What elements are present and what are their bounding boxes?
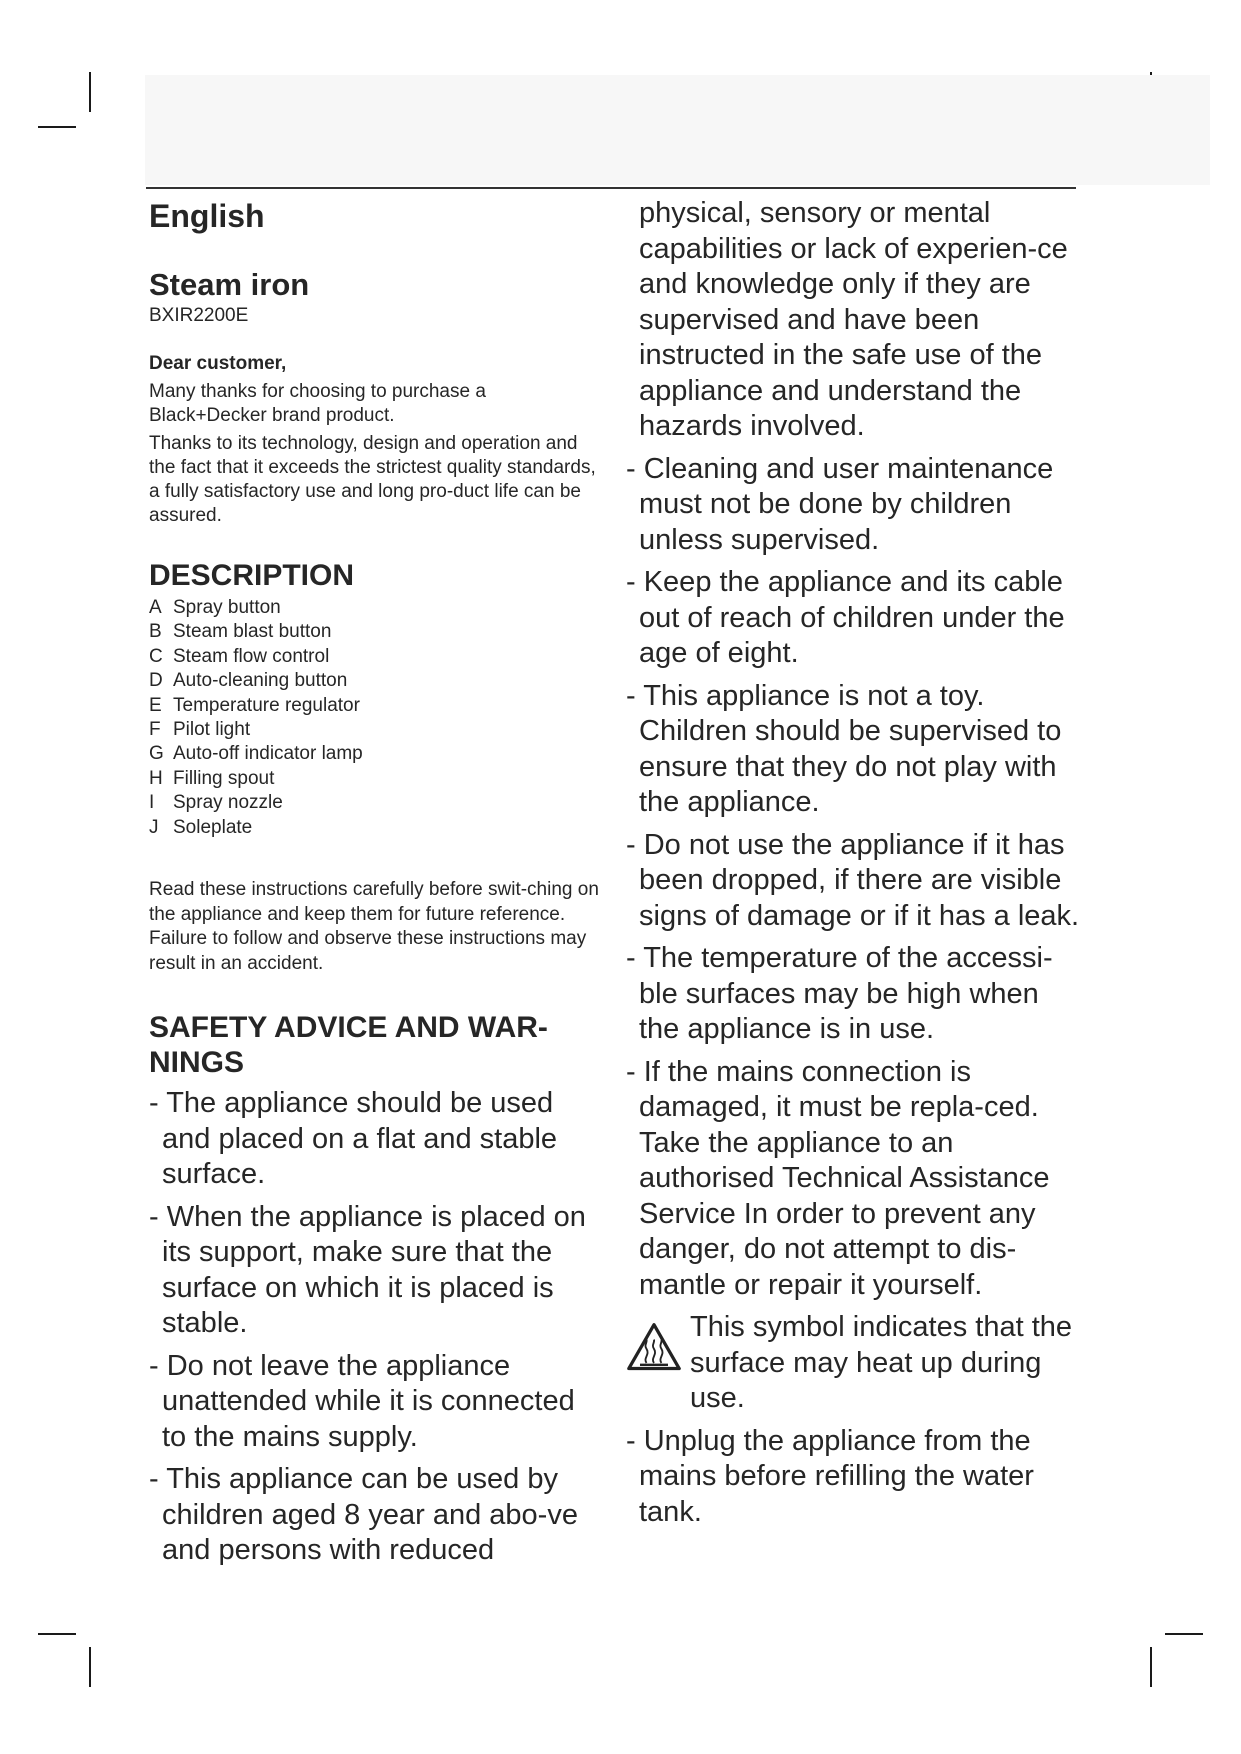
read-instructions-notice: Read these instructions carefully before swit-ching on the appliance and keep them for future reference. Failure to follow and observe these instructions may result in an accident. [149, 879, 599, 974]
thanks-paragraph: Many thanks for choosing to purchase a Black+Decker brand product. [149, 381, 486, 426]
language-heading: English [149, 198, 265, 234]
left-column [149, 196, 604, 1576]
product-title: Steam iron [149, 267, 310, 302]
hot-surface-warning-icon [626, 1320, 682, 1376]
right-column [626, 196, 1086, 1537]
list-item: - Keep the appliance and its cable out of reach of children under the age of eight. [626, 566, 1065, 669]
list-item: - Do not leave the appliance unattended while it is connected to the mains supply. [149, 1349, 575, 1453]
list-item: - Cleaning and user maintenance must not be done by children unless supervised. [626, 452, 1054, 556]
list-item: E Temperature regulator [149, 694, 360, 716]
continued-paragraph: physical, sensory or mental capabilities or lack of experien-ce and knowledge only if they are supervised and have been instructed in the safe use of the appliance and understand the hazards involved. [639, 197, 1068, 442]
list-item: - This appliance is not a toy. Children should be supervised to ensure that they do not play with the appliance. [626, 679, 1062, 818]
hot-surface-text: This symbol indicates that the surface may heat up during use. [690, 1311, 1073, 1414]
list-item: - Do not use the appliance if it has been dropped, if there are visible signs of damage or if it has a leak. [626, 828, 1080, 932]
list-item: A Spray button [149, 597, 281, 618]
description-heading: DESCRIPTION [149, 559, 355, 592]
list-item: J Soleplate [149, 816, 253, 838]
list-item: - Unplug the appliance from the mains before refilling the water tank. [626, 1424, 1034, 1528]
list-item: F Pilot light [149, 719, 251, 741]
list-item: C Steam flow control [149, 645, 330, 667]
list-item: G Auto-off indicator lamp [149, 743, 363, 765]
list-item: B Steam blast button [149, 621, 332, 643]
list-item: - If the mains connection is damaged, it must be repla-ced. Take the appliance to an authorised Technical Assistance Service In order to prevent any danger, do not attempt to dis-mantle or repair it yourself. [626, 1055, 1050, 1301]
crop-mark-top-left-v [89, 72, 91, 112]
crop-mark-bottom-left-h [38, 1633, 76, 1635]
list-item: - The temperature of the accessi-ble surfaces may be high when the appliance is in use. [626, 942, 1053, 1045]
list-item: H Filling spout [149, 767, 275, 789]
hot-surface-note [626, 1310, 1086, 1417]
crop-mark-bottom-right-h [1165, 1633, 1203, 1635]
safety-list-right-final [626, 1424, 1086, 1531]
list-item: - The appliance should be used and placed on a flat and stable surface. [149, 1087, 558, 1191]
safety-list-right [626, 452, 1086, 1304]
header-shade [145, 75, 1210, 185]
model-number: BXIR2200E [149, 305, 249, 326]
crop-mark-bottom-left-v [89, 1647, 91, 1687]
list-item: D Auto-cleaning button [149, 670, 348, 692]
list-item: - This appliance can be used by children aged 8 year and abo-ve and persons with reduced [149, 1463, 578, 1567]
top-rule [146, 187, 1076, 189]
parts-list [149, 596, 604, 840]
list-item: - When the appliance is placed on its support, make sure that the surface on which it is placed is stable. [149, 1200, 586, 1340]
crop-mark-top-left-h [38, 126, 76, 128]
safety-heading: SAFETY ADVICE AND WAR-NINGS [149, 1011, 548, 1080]
greeting: Dear customer, [149, 353, 287, 374]
list-item: I Spray nozzle [149, 792, 283, 814]
crop-mark-bottom-right-v [1150, 1647, 1152, 1687]
intro-paragraph: Thanks to its technology, design and operation and the fact that it exceeds the strictest quality standards, a fully satisfactory use and long pro-duct life can be assured. [149, 433, 596, 526]
safety-list-left [149, 1086, 604, 1569]
